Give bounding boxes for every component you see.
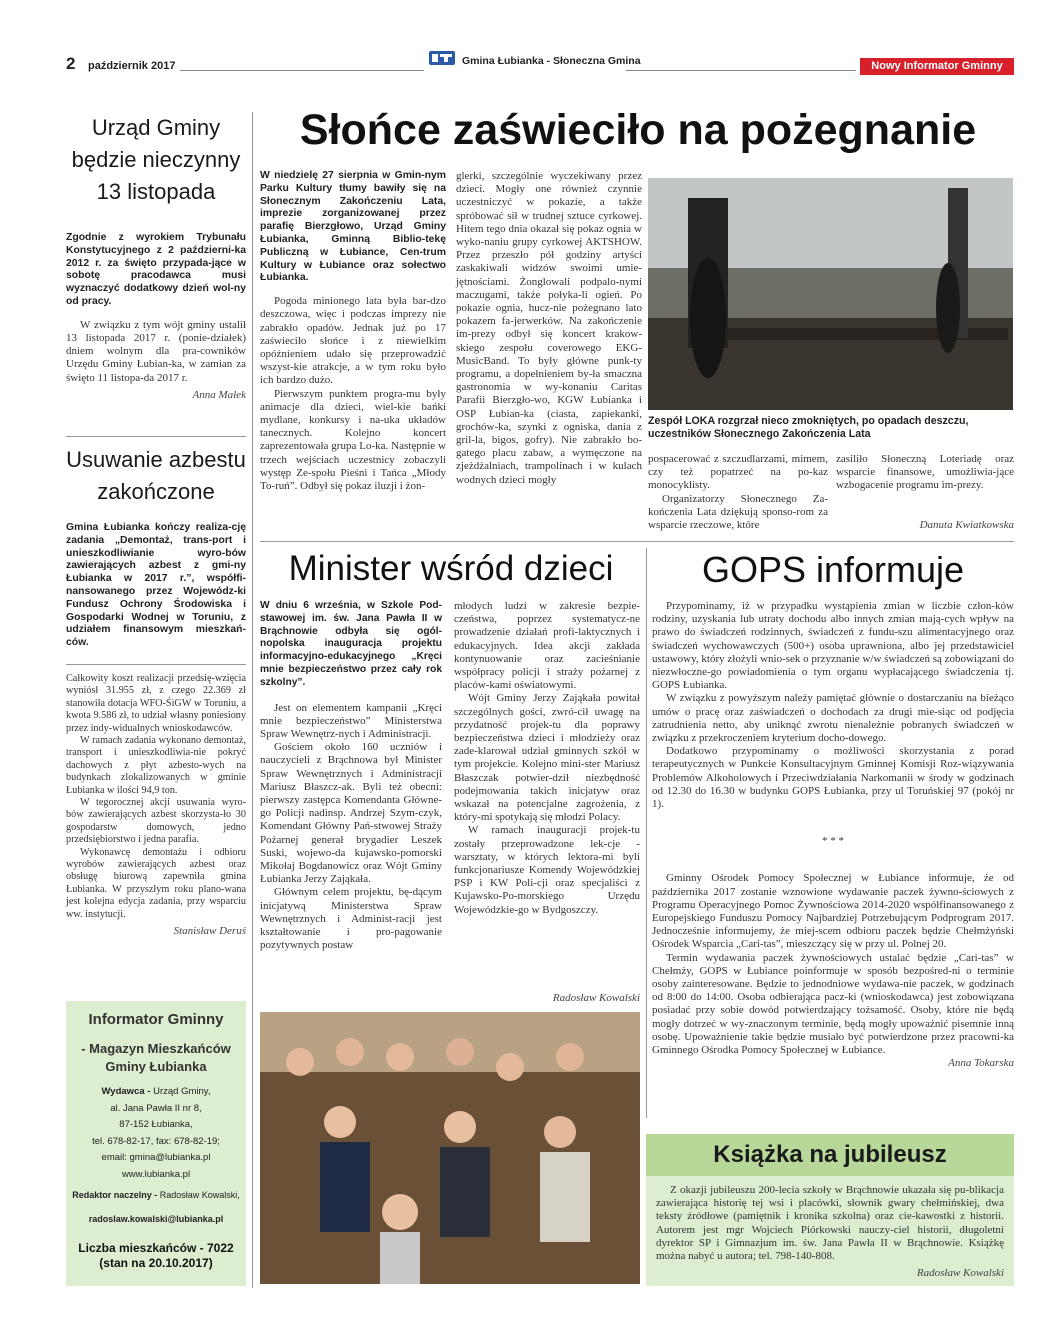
azbest-lead: Gmina Łubianka kończy realiza-cję zadania „Demontaż, trans-port i unieszkodliwianie wyro-bów zawierających azbest z gmi-ny Łubianka w 2017 r.”, współfi-nansowanego przez Wojewódz-ki Fundusz Ochrony Środowiska i Gospodarki Wodnej w Toruniu, z udziałem finansowym mieszkań-ców. (66, 522, 246, 649)
gops-article (652, 600, 1014, 1069)
azbest-title: Usuwanie azbestu zakończone (66, 447, 246, 504)
gops-signature: Anna Tokarska (948, 1057, 1014, 1070)
ksiazka-signature: Radosław Kowalski (916, 1267, 1004, 1280)
slonce-title: Słońce zaświeciło na pożegnanie (299, 106, 977, 154)
minister-paragraph: Głównym celem projektu, bę-dącym inicjatywą Ministerstwa Spraw Wewnętrznych i Administ-racji jest kształtowanie i pro-pagowanie pozytywnych postaw (260, 886, 442, 952)
gmina-logo-icon (428, 48, 456, 66)
ksiazka-title: Książka na jubileusz (646, 1134, 1014, 1176)
header-center-title: Gmina Łubianka - Słoneczna Gmina (462, 55, 641, 67)
urzad-article (66, 112, 246, 401)
ksiazka-box (646, 1134, 1014, 1286)
slonce-lead: W niedzielę 27 sierpnia w Gmin-nym Parku Kultury tłumy bawiły się na Słonecznym Zakończeniu Lata, imprezie zorganizowanej przez parafię Bierzgłowo, Urząd Gminy Łubianka, Gminną Biblio-tekę Publiczną w Łubiance, Cen-trum Kultury w Łubiance oraz sołectwo Łubianka. (260, 170, 446, 284)
azbest-paragraph: W tegorocznej akcji usuwania wyro-bów zawierających azbest skorzysta-ło 30 gospodarstw domowych, jedno przedsiębiorstwo i jedna parafia. (66, 797, 246, 846)
info-population: Liczba mieszkańców - 7022 (stan na 20.10.2017) (78, 1241, 234, 1270)
info-editor: Redaktor naczelny - Radosław Kowalski, radoslaw.kowalski@lubianka.pl (72, 1190, 240, 1224)
slonce-column-2 (456, 170, 642, 487)
gops-paragraph: Przypominamy, iż w przypadku wystąpienia zmian w liczbie człon-ków rodziny, uzyskania lub utraty dochodu albo innych zmian mają-cych wpływ na prawo do świadczeń rodzinnych, świadczeń z fundu-szu alimentacyjnego oraz świadczeń wychowawczych (500+) osoba uprawniona, albo jej przedstawiciel ustawowy, który złożyli wnio-sek o przyznanie w/w świadczeń są zobowiązani do niezwłoczne-go powiadomienia o tym organu wypłacającego świadczenia tj. GOPS Łubianka. (652, 600, 1014, 692)
minister-paragraph: Wójt Gminy Jerzy Zająkała powitał szczególnych gości, zwró-cił uwagę na przydatność projek-tu dla poprawy bezpieczeństwa dzieci i młodzieży oraz zade-klarował udział gminnych szkół w tym projekcie. Kolejno mini-ster Mariusz Błaszczak potwier-dził niezbędność podejmowania takich inicjatyw oraz wskazał na potencjalne zagrożenia, z który-mi spotykają się młodzi Polacy. (454, 692, 640, 824)
slonce-signature: Danuta Kwiatkowska (919, 519, 1014, 531)
minister-paragraph: W ramach inauguracji projek-tu zostały przeprowadzone lek-cje - warsztaty, w których lektora-mi byli funkcjonariusze Komendy Wojewódzkiej PSP i KW Poli-cji oraz specjaliści z Kujawsko-Po-morskiego Urzędu Wojewódzkie-go w Bydgoszczy. (454, 824, 640, 916)
info-publisher: Wydawca - Urząd Gminy, al. Jana Pawła II nr 8, 87-152 Łubianka, tel. 678-82-17, fax: 678-82-19; email: gmina@lubianka.pl www.lubianka.pl (92, 1086, 220, 1180)
urzad-lead: Zgodnie z wyrokiem Trybunału Konstytucyjnego z 2 październi-ka 2012 r. za święto przypada-jące w sobotę pracodawca musi wyznaczyć dodatkowy dzień wol-ny od pracy. (66, 232, 246, 307)
publication-badge: Nowy Informator Gminny (860, 58, 1014, 75)
azbest-paragraph: Wykonawcę demontażu i odbioru wyrobów zawierających azbest oraz obsługę biurową zapewniła gmina Łubianka. W przyszłym roku plano-wana jest kolejna edycja zadania, przy wsparciu ww. instytucji. (66, 846, 246, 920)
slonce-column-1 (260, 170, 446, 493)
slonce-paragraph: glerki, szczególnie wyczekiwany przez dzieci. Mogły one również czynnie uczestniczyć w pokazie, a także spróbować sił w trudnej sztuce cyrkowej. Hitem tego dnia okazał się pokaz ognia w wyko-naniu grupy cyrkowej AKTSHOW. Przez przeszło pół godziny artyści zaskakiwali widzów swoimi umie-jętnościami. Żonglowali podpalo-nymi maczugami, także połyka-li ogień. Po pokazie ognia, hucz-nie pożegnano lato pokazem fa-jerwerków. Na zakończenie im-prezy odbył się koncert krakow-skiego zespołu coverowego EKG-MusicBand. To były główne punk-ty programu, a dopełnieniem by-ła smaczna gastronomia w wy-konaniu Caritas Parafii Bierzgło-wo, KGW Łubianka i OSP Łubian-ka (ciasta, zapiekanki, grochów-ka, szynki z ogniska, dania z gril-la, bigos, gofry). Nie zabrakło bo-gatego placu zabaw, a wymęczone na zjeżdżalniach, trampolinach i w kulach wodnych dzieci mogły (456, 170, 642, 486)
divider (66, 664, 246, 665)
column-divider (646, 548, 647, 1118)
column-divider (252, 112, 253, 1288)
info-subtitle: - Magazyn Mieszkańców Gminy Łubianka (81, 1041, 231, 1074)
slonce-paragraph: zasiliło Słoneczną Loteriadę oraz wsparcie finansowe, umożliwia-jące wzbogacenie programu im-prezy. (836, 453, 1014, 492)
slonce-paragraph: pospacerować z szczudlarzami, mimem, czy też popatrzeć na po-kaz monocyklisty. (648, 453, 828, 492)
gops-paragraph: Termin wydawania paczek żywnościowych ustalać będzie „Cari-tas” w Chełmży, GOPS w Łubiance poinformuje w sposób bezpośred-ni o terminie osoby zainteresowane. Będzie to jednodniowe wydawa-nie paczek, w godzinach od 8:00 do 14:00. Osoba odbierająca pacz-ki (wnioskodawca) jest zobowiązana posiadać przy sobie dowód potwierdzający tożsamość. Osoby, które nie będą mogły dotrzeć w wy-znaczonym terminie, będą mogły upoważnić pisemnie inną osobę. Upoważnienie takie będzie musiało być potwierdzone przez pracowni-ka Gminnego Ośrodka Pomocy Społecznej w Łubiance. (652, 951, 1014, 1057)
azbest-signature: Stanisław Deruś (173, 925, 246, 938)
concert-photo (648, 178, 1013, 410)
gops-paragraph: Gminny Ośrodek Pomocy Społecznej w Łubiance informuje, że od października 2017 zostanie wznowione wydawanie paczek żywno-ściowych z Programu Operacyjnego Pomoc Żywnościowa 2014-2020 współfinansowanego z Europejskiego Funduszu Pomocy Najbardziej Potrzebującym Podprogram 2017. Jednocześnie informujemy, że miej-scem odbioru paczek będzie Chełmżyński Ośrodek Wsparcia „Cari-tas”, mieszczący się w przy ul. Polnej 20. (652, 872, 1014, 951)
azbest-paragraph: W ramach zadania wykonano demontaż, transport i unieszkodliwia-nie pokryć dachowych z płyt azbesto-wych na budynkach zlokalizowanych w gminie Łubianka w ilości 94,9 ton. (66, 735, 246, 796)
minister-paragraph: młodych ludzi w zakresie bezpie-czeństwa, poprzez systematycz-ne prowadzenie działań profi-laktycznych i edukacyjnych. Idea akcji zakłada kontynuowanie oraz zacieśnianie współpracy policji i straży pożarnej z placów-kami oświatowymi. (454, 600, 640, 692)
gops-paragraph: W związku z powyższym należy pamiętać głównie o dostarczaniu na bieżąco umów o pracę oraz zaświadczeń o dochodach za drugi mie-siąc od podjęcia zatrudnienia netto, aby uniknąć zwrotu nienależnie pobranych świadczeń w związku z przekroczeniem kryterium docho-dowego. (652, 692, 1014, 745)
page-number: 2 (66, 54, 76, 73)
concert-stage-image (648, 178, 1013, 410)
minister-paragraph: Jest on elementem kampanii „Kręci mnie bezpieczeństwo” Ministerstwa Spraw Wewnętrz-nych i Administracji. (260, 701, 442, 740)
minister-column-1 (260, 600, 442, 952)
gops-title: GOPS informuje (701, 549, 965, 590)
minister-signature: Radosław Kowalski (552, 992, 640, 1004)
slonce-column-3 (648, 453, 828, 532)
divider (66, 436, 246, 437)
divider (260, 541, 1014, 542)
azbest-article (66, 444, 246, 937)
minister-title: Minister wśród dzieci (288, 549, 614, 588)
urzad-body: W związku z tym wójt gminy ustalił 13 listopada 2017 r. (ponie-działek) dniem wolnym dla pra-cowników Urzędu Gminy Łubian-ka, w zamian za święto 11 listopa-da 2017 r. (66, 318, 246, 384)
gops-separator: * * * (822, 835, 844, 848)
minister-column-2 (454, 600, 640, 917)
minister-paragraph: Gościem około 160 uczniów i nauczycieli z Brąchnowa był Minister Spraw Wewnętrznych i Administracji Mariusz Błaszcz-ak. Byli też obecni: pierwszy zastępca Komendanta Główne-go Policji nadinsp. Andrzej Szym-czyk, Komendant Główny Pań-stwowej Straży Pożarnej generał brygadier Leszek Suski, wojewo-da kujawsko-pomorski Mikołaj Bogdanowicz oraz Wójt Gminy Łubianka Jerzy Zająkała. (260, 741, 442, 886)
students-crowd-image (260, 1012, 640, 1284)
gops-paragraph: Dodatkowo przypominamy o możliwości skorzystania z porad terapeutycznych w Punkcie Konsultacyjnym Gminnej Komisji Roz-wiązywania Problemów Alkoholowych i Przeciwdziałania Narkomanii w środy w godzinach od 12.30 do 16.30 w budynku GOPS Łubianka, przy ul Toruńskiej 97 (pokój nr 1). (652, 745, 1014, 811)
minister-lead: W dniu 6 września, w Szkole Pod-stawowej im. św. Jana Pawła II w Brąchnowie odbyła się ogól-nopolska inauguracja projektu informacyjno-edukacyjnego „Kręci mnie bezpieczeństwo przez cały rok szkolny”. (260, 600, 442, 688)
urzad-signature: Anna Małek (192, 388, 246, 401)
info-box (66, 1001, 246, 1286)
urzad-title: Urząd Gminy będzie nieczynny 13 listopada (71, 115, 241, 204)
slonce-column-4 (836, 453, 1014, 493)
slonce-paragraph: Organizatorzy Słonecznego Za-kończenia Lata dziękują sponso-rom za wsparcie rzeczowe, które (648, 492, 828, 532)
slonce-paragraph: Pierwszym punktem progra-mu były animacje dla dzieci, wiel-kie bańki mydlane, konkursy i na-uka układów tanecznych. Kolejno koncert zaprezentowała grupa Lo-ka. Następnie w trzech wejściach uczestnicy zobaczyli występ Ze-społu Pieśni i Tańca „Młody To-ruń”. Odbył się pokaz iluzji i żon- (260, 387, 446, 493)
slonce-paragraph: Pogoda minionego lata była bar-dzo deszczowa, więc i podczas imprezy nie zabrakło opadów. Jednak już po 17 zaświeciło słońce i z niewielkim opóźnieniem udało się przeprowadzić wszyst-kie atrakcje, a w tym roku było ich bardzo dużo. (260, 295, 446, 387)
header-rule (180, 70, 424, 71)
info-title: Informator Gminny (88, 1011, 224, 1028)
azbest-paragraph: Całkowity koszt realizacji przedsię-wzięcia wyniósł 31.955 zł, z czego 22.369 zł stanowiła dotacja WFO-ŚiGW w Toruniu, a kwota 9.586 zł, to udział własny poniesiony przez indy-widualnych wnioskodawców. (66, 672, 246, 734)
ksiazka-body: Z okazji jubileuszu 200-lecia szkoły w Brąchnowie ukazała się pu-blikacja zawierająca historię tej wsi i placówki, słownik gwary chełmińskiej, dwa teksty źródłowe (pamiętnik i kronika szkolna) oraz cie-kawostki z historii. Autorem jest mgr Wojciech Piórkowski nauczy-ciel historii, długoletni dyrektor SP i Gimnazjum im. św. Jana Pawła II w Brąchnowie. Książkę można nabyć u autora; tel. 798-140-808. (656, 1184, 1004, 1263)
header-rule-right (626, 70, 856, 71)
photo-caption: Zespół LOKA rozgrzał nieco zmokniętych, po opadach deszczu, uczestników Słonecznego Zakończenia Lata (648, 415, 969, 440)
issue-date: październik 2017 (88, 60, 176, 72)
students-photo (260, 1012, 640, 1284)
